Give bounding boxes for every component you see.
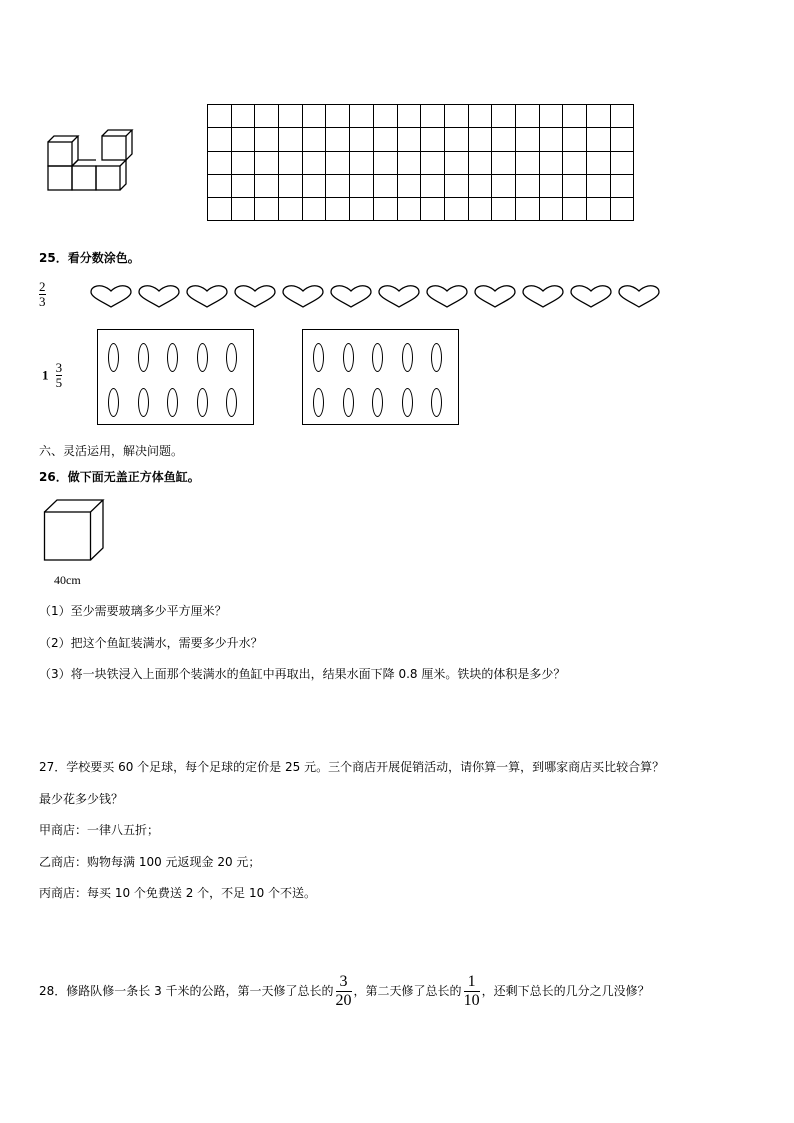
cube-figure (43, 498, 105, 564)
oval-shape[interactable] (313, 343, 324, 372)
question-27-line-1: 27．学校要买 60 个足球，每个足球的定价是 25 元。三个商店开展促销活动，请你算一算，到哪家商店买比较合算？ (39, 760, 665, 774)
grid-cell (444, 198, 468, 221)
grid-cell (302, 151, 326, 174)
oval-shape[interactable] (402, 343, 413, 372)
grid-cell (563, 174, 587, 197)
grid-cell (539, 198, 563, 221)
grid-cell (468, 174, 492, 197)
heart-shape[interactable] (137, 284, 181, 310)
grid-cell (539, 128, 563, 151)
grid-cell (587, 174, 611, 197)
grid-cell (326, 198, 350, 221)
grid-cell (610, 128, 634, 151)
shop-b: 乙商店：购物每满 100 元返现金 20 元； (39, 855, 261, 869)
square-grid (207, 104, 634, 221)
grid-cell (515, 105, 539, 128)
grid-row (208, 174, 634, 197)
oval-box-1 (97, 329, 254, 425)
oval-shape[interactable] (197, 388, 208, 417)
grid-cell (279, 151, 303, 174)
grid-cell (563, 105, 587, 128)
section-6-title: 六、灵活运用，解决问题。 (39, 444, 184, 458)
grid-cell (563, 151, 587, 174)
grid-cell (515, 128, 539, 151)
grid-cell (208, 151, 232, 174)
oval-shape[interactable] (138, 343, 149, 372)
grid-cell (231, 151, 255, 174)
oval-shape[interactable] (226, 388, 237, 417)
oval-shape[interactable] (402, 388, 413, 417)
grid-cell (255, 151, 279, 174)
grid-cell (397, 105, 421, 128)
fraction-two-thirds: $\frac{2}{3}$ (39, 279, 46, 309)
grid-cell (610, 105, 634, 128)
grid-cell (397, 198, 421, 221)
oval-shape[interactable] (197, 343, 208, 372)
grid-cell (421, 151, 445, 174)
fraction-three-twentieths: $\frac{3}{20}$ (335, 972, 352, 1009)
grid-cell (610, 198, 634, 221)
question-26-sub-2: （2）把这个鱼缸装满水，需要多少升水？ (39, 636, 263, 650)
grid-cell (492, 198, 516, 221)
grid-cell (279, 198, 303, 221)
oval-shape[interactable] (343, 388, 354, 417)
grid-cell (279, 105, 303, 128)
heart-shape[interactable] (233, 284, 277, 310)
grid-cell (587, 151, 611, 174)
grid-cell (563, 198, 587, 221)
grid-cell (350, 151, 374, 174)
oval-shape[interactable] (226, 343, 237, 372)
grid-cell (255, 105, 279, 128)
grid-cell (563, 128, 587, 151)
grid-cell (492, 151, 516, 174)
grid-row (208, 151, 634, 174)
grid-cell (587, 128, 611, 151)
grid-cell (255, 174, 279, 197)
grid-cell (231, 198, 255, 221)
cube-edge-label: 40cm (54, 573, 81, 587)
grid-cell (539, 174, 563, 197)
oval-shape[interactable] (108, 388, 119, 417)
grid-cell (610, 174, 634, 197)
question-26-sub-3: （3）将一块铁浸入上面那个装满水的鱼缸中再取出，结果水面下降 0.8 厘米。铁块的体积是多少？ (39, 667, 566, 681)
shop-c: 丙商店：每买 10 个免费送 2 个，不足 10 个不送。 (39, 886, 317, 900)
grid-row (208, 105, 634, 128)
grid-row (208, 128, 634, 151)
grid-cell (421, 105, 445, 128)
grid-cell (255, 128, 279, 151)
grid-cell (208, 105, 232, 128)
heart-shape[interactable] (617, 284, 661, 310)
grid-cell (279, 128, 303, 151)
mixed-fraction-one-three-fifths: 1 $\frac{3}{5}$ (42, 360, 63, 390)
shop-a: 甲商店：一律八五折； (39, 823, 160, 837)
grid-cell (231, 105, 255, 128)
grid-cell (539, 105, 563, 128)
grid-cell (444, 128, 468, 151)
grid-cell (397, 128, 421, 151)
grid-cell (421, 174, 445, 197)
oval-shape[interactable] (431, 343, 442, 372)
grid-cell (610, 151, 634, 174)
heart-shape[interactable] (473, 284, 517, 310)
heart-shape[interactable] (425, 284, 469, 310)
grid-cell (468, 198, 492, 221)
oval-shape[interactable] (167, 343, 178, 372)
grid-cell (515, 174, 539, 197)
question-26-label: 26．做下面无盖正方体鱼缸。 (39, 470, 200, 484)
grid-cell (302, 105, 326, 128)
grid-cell (539, 151, 563, 174)
grid-cell (587, 198, 611, 221)
question-27-line-2: 最少花多少钱？ (39, 792, 124, 806)
grid-cell (208, 174, 232, 197)
heart-shape[interactable] (89, 284, 133, 310)
grid-cell (302, 128, 326, 151)
question-26-sub-1: （1）至少需要玻璃多少平方厘米？ (39, 604, 227, 618)
grid-cell (373, 105, 397, 128)
grid-cell (302, 198, 326, 221)
grid-cell (515, 151, 539, 174)
grid-cell (326, 128, 350, 151)
grid-cell (208, 128, 232, 151)
oval-shape[interactable] (343, 343, 354, 372)
heart-shape[interactable] (569, 284, 613, 310)
heart-shape[interactable] (521, 284, 565, 310)
oval-shape[interactable] (431, 388, 442, 417)
grid-cell (468, 105, 492, 128)
grid-cell (468, 151, 492, 174)
oval-shape[interactable] (372, 388, 383, 417)
grid-cell (350, 105, 374, 128)
oval-shape[interactable] (138, 388, 149, 417)
grid-cell (279, 174, 303, 197)
question-28: 28．修路队修一条长 3 千米的公路，第一天修了总长的 $\frac{3}{20}$ ，第二天修了总长的 $\frac{1}{10}$ ，还剩下总长的几分之几没修？ (39, 972, 650, 1009)
oval-shape[interactable] (167, 388, 178, 417)
grid-cell (373, 151, 397, 174)
grid-cell (421, 198, 445, 221)
question-25-label: 25．看分数涂色。 (39, 251, 140, 265)
fraction-one-tenth: $\frac{1}{10}$ (463, 972, 480, 1009)
grid-cell (350, 174, 374, 197)
heart-shape[interactable] (377, 284, 421, 310)
grid-cell (326, 105, 350, 128)
grid-cell (326, 174, 350, 197)
grid-cell (444, 105, 468, 128)
grid-cell (208, 198, 232, 221)
grid-cell (397, 151, 421, 174)
grid-cell (492, 105, 516, 128)
grid-cell (444, 151, 468, 174)
grid-cell (468, 128, 492, 151)
grid-cell (302, 174, 326, 197)
grid-cell (326, 151, 350, 174)
grid-cell (515, 198, 539, 221)
heart-shape[interactable] (185, 284, 229, 310)
oval-box-2 (302, 329, 459, 425)
grid-cell (421, 128, 445, 151)
grid-cell (397, 174, 421, 197)
grid-cell (492, 128, 516, 151)
cube-stack-figure (44, 126, 134, 194)
grid-cell (587, 105, 611, 128)
grid-cell (350, 198, 374, 221)
heart-shape[interactable] (329, 284, 373, 310)
grid-cell (373, 198, 397, 221)
grid-cell (255, 198, 279, 221)
oval-shape[interactable] (372, 343, 383, 372)
heart-shape[interactable] (281, 284, 325, 310)
grid-cell (231, 174, 255, 197)
grid-cell (373, 128, 397, 151)
grid-cell (350, 128, 374, 151)
oval-shape[interactable] (108, 343, 119, 372)
oval-shape[interactable] (313, 388, 324, 417)
grid-cell (444, 174, 468, 197)
grid-row (208, 198, 634, 221)
grid-cell (231, 128, 255, 151)
grid-cell (373, 174, 397, 197)
grid-cell (492, 174, 516, 197)
